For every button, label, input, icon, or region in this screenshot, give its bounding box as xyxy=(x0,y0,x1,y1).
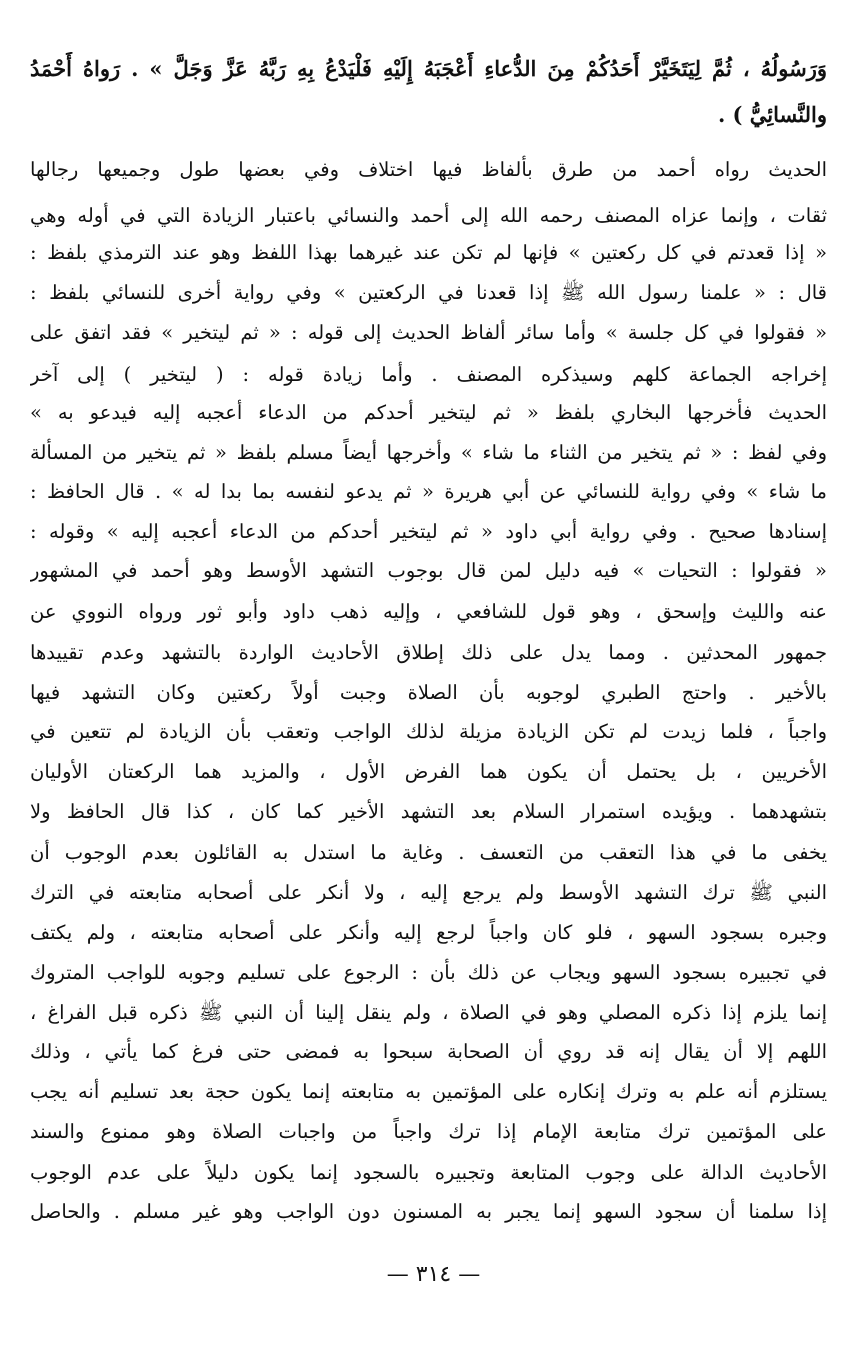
commentary-line: اللهم إلا أن يقال إنه قد روي أن الصحابة سبحوا به فمضى حتى فرغ كما يأتي ، وذلك xyxy=(30,1040,827,1063)
commentary-line: يخفى ما في هذا التعقب من التعسف . وغاية ما استدل به القائلون بعدم الوجوب أن xyxy=(30,841,827,864)
commentary-line: عنه والليث وإسحق ، وهو قول للشافعي ، وإليه ذهب داود وأبو ثور ورواه النووي عن xyxy=(30,600,827,623)
commentary-line: إخراجه الجماعة كلهم وسيذكره المصنف . وأما زيادة قوله : ( ليتخير ) إلى آخر xyxy=(30,363,827,386)
commentary-line: ما شاء » وفي رواية للنسائي عن أبي هريرة « ثم يدعو لنفسه بما بدا له » . قال الحافظ : xyxy=(30,480,827,503)
commentary-line: « إذا قعدتم في كل ركعتين » فإنها لم تكن عند غيرهما بهذا اللفظ وهو عند الترمذي بلفظ : xyxy=(30,241,827,264)
commentary-line: الأخريين ، بل يحتمل أن يكون هما الفرض الأول ، والمزيد هما الركعتان الأوليان xyxy=(30,760,827,783)
page-number: — ٣١٤ — xyxy=(386,1262,481,1287)
commentary-line: الحديث رواه أحمد من طرق بألفاظ فيها اختلاف وفي بعضها طول وجميعها رجالها xyxy=(30,158,827,181)
commentary-line: النبي ﷺ ترك التشهد الأوسط ولم يرجع إليه ، ولا أنكر على أصحابه متابعته في الترك xyxy=(30,881,827,904)
commentary-line: جمهور المحدثين . ومما يدل على ذلك إطلاق الأحاديث الواردة بالتشهد وعدم تقييدها xyxy=(30,641,827,664)
commentary-line: إسنادها صحيح . وفي رواية أبي داود « ثم ليتخير أحدكم من الدعاء أعجبه إليه » وقوله : xyxy=(30,520,827,543)
commentary-line: واجباً ، فلما زيدت لم تكن الزيادة مزيلة لذلك الواجب وتعقب بأن الزيادة لم تتعين في xyxy=(30,720,827,743)
commentary-line: إنما يلزم إذا ذكره المصلي وهو في الصلاة ، ولم ينقل إلينا أن النبي ﷺ ذكره قبل الفراغ ، xyxy=(30,1001,827,1024)
commentary-line: وفي لفظ : « ثم يتخير من الثناء ما شاء » وأخرجها أيضاً مسلم بلفظ « ثم يتخير من المسألة xyxy=(30,441,827,464)
commentary-line: قال : « علمنا رسول الله ﷺ إذا قعدنا في الركعتين » وفي رواية أخرى للنسائي بلفظ : xyxy=(30,281,827,304)
commentary-line: إذا سلمنا أن سجود السهو إنما يجبر به المسنون دون الواجب وهو غير مسلم . والحاصل xyxy=(30,1200,827,1223)
commentary-line: الحديث فأخرجها البخاري بلفظ « ثم ليتخير أحدكم من الدعاء أعجبه إليه فيدعو به » xyxy=(30,401,827,424)
commentary-line: الأحاديث الدالة على وجوب المتابعة وتجبيره بالسجود إنما يكون دليلاً على عدم الوجوب xyxy=(30,1161,827,1184)
commentary-line: بالأخير . واحتج الطبري لوجوبه بأن الصلاة وجبت أولاً ركعتين وكان التشهد فيها xyxy=(30,681,827,704)
commentary-line: ثقات ، وإنما عزاه المصنف رحمه الله إلى أحمد والنسائي باعتبار الزيادة التي في أوله وهي xyxy=(30,204,827,227)
commentary-line: وجبره بسجود السهو ، فلو كان واجباً لرجع إليه وأنكر على أصحابه متابعته ، ولم يكتف xyxy=(30,921,827,944)
commentary-line: على المؤتمين ترك متابعة الإمام إذا ترك واجباً من واجبات الصلاة وهو ممنوع والسند xyxy=(30,1120,827,1143)
hadith-line: والنَّسائِيُّ ) . xyxy=(717,102,827,127)
commentary-line: في تجبيره بسجود السهو ويجاب عن ذلك بأن : الرجوع على تسليم وجوبه للواجب المتروك xyxy=(30,961,827,984)
hadith-line: وَرَسُولُهُ ، ثُمَّ لِيَتَخَيَّرْ أَحَدُكُمْ مِنَ الدُّعاءِ أَعْجَبَهُ إِلَيْهِ فَلْيَدْعُ بِهِ رَبَّهُ عَزَّ وَجَلَّ » . رَواهُ أَحْمَدُ xyxy=(30,56,827,81)
commentary-line: يستلزم أنه علم به وترك إنكاره على المؤتمين به متابعته إنما يكون حجة بعد تسليم أنه يجب xyxy=(30,1080,827,1103)
commentary-line: بتشهدهما . ويؤيده استمرار السلام بعد التشهد الأخير كما كان ، كذا قال الحافظ ولا xyxy=(30,800,827,823)
commentary-line: « فقولوا في كل جلسة » وأما سائر ألفاظ الحديث إلى قوله : « ثم ليتخير » فقد اتفق على xyxy=(30,321,827,344)
commentary-line: « فقولوا : التحيات » فيه دليل لمن قال بوجوب التشهد الأوسط وهو أحمد في المشهور xyxy=(30,559,827,582)
